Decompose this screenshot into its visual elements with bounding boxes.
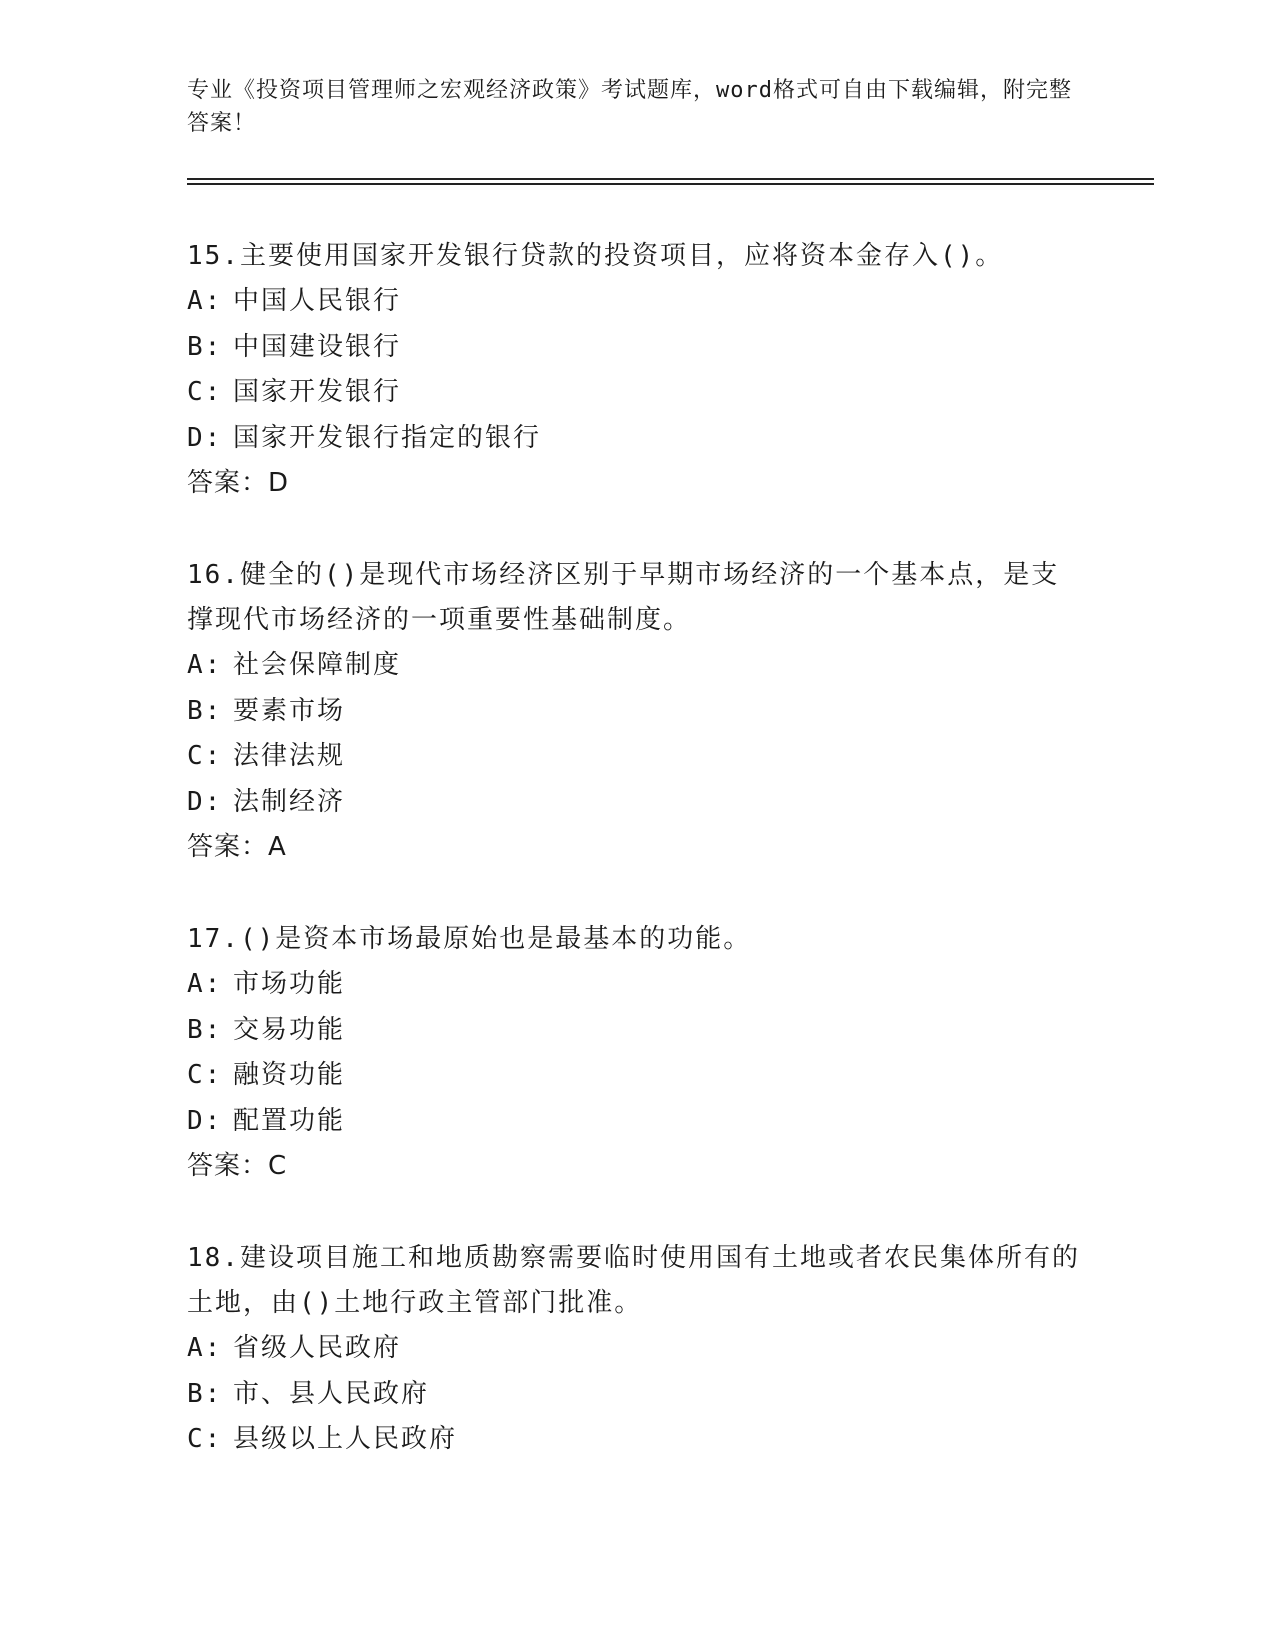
- option-text: 配置功能: [233, 1105, 346, 1136]
- option-d: [187, 780, 1087, 826]
- question-16: [187, 553, 1087, 870]
- answer-line: 答案：C: [187, 1151, 288, 1181]
- option-text: 市场功能: [233, 969, 346, 999]
- option-text: 县级以上人民政府: [233, 1424, 458, 1454]
- option-text: 省级人民政府: [233, 1333, 402, 1363]
- question-stem: 18.建设项目施工和地质勘察需要临时使用国有土地或者农民集体所有的土地，由()土地行政主管部门批准。: [187, 1243, 1080, 1318]
- answer-line: 答案：D: [187, 468, 290, 498]
- option-a: [187, 643, 1087, 689]
- option-a: [187, 962, 1087, 1008]
- option-text: 中国建设银行: [233, 331, 402, 362]
- option-c: [187, 734, 1087, 780]
- option-b: [187, 689, 1087, 735]
- option-text: 国家开发银行指定的银行: [233, 422, 542, 453]
- option-text: 市、县人民政府: [233, 1378, 430, 1409]
- option-c: [187, 1417, 1087, 1463]
- option-letter: D:: [187, 422, 223, 453]
- option-letter: B:: [187, 1014, 223, 1045]
- question-18: [187, 1236, 1087, 1463]
- option-c: [187, 1053, 1087, 1099]
- question-15: [187, 234, 1087, 506]
- answer-line: 答案：A: [187, 832, 287, 862]
- option-text: 法制经济: [233, 786, 346, 817]
- option-d: [187, 416, 1087, 462]
- option-c: [187, 370, 1087, 416]
- option-letter: A:: [187, 650, 223, 680]
- option-letter: B:: [187, 1378, 223, 1409]
- option-b: [187, 1372, 1087, 1418]
- question-stem: 15.主要使用国家开发银行贷款的投资项目，应将资本金存入()。: [187, 241, 1004, 271]
- option-text: 交易功能: [233, 1014, 346, 1045]
- option-a: [187, 279, 1087, 325]
- option-text: 国家开发银行: [233, 377, 402, 407]
- option-letter: C:: [187, 1424, 223, 1454]
- option-letter: B:: [187, 695, 223, 726]
- header-intro-text: 专业《投资项目管理师之宏观经济政策》考试题库，word格式可自由下载编辑，附完整答案！: [187, 78, 1072, 136]
- question-stem: 17.()是资本市场最原始也是最基本的功能。: [187, 924, 752, 954]
- option-letter: C:: [187, 1060, 223, 1090]
- option-d: [187, 1099, 1087, 1145]
- option-letter: A:: [187, 969, 223, 999]
- question-17: [187, 917, 1087, 1189]
- option-text: 融资功能: [233, 1060, 346, 1090]
- option-letter: A:: [187, 286, 223, 316]
- option-letter: D:: [187, 786, 223, 817]
- header-divider-top: [187, 178, 1154, 180]
- option-letter: C:: [187, 377, 223, 407]
- document-header: [187, 74, 1087, 140]
- option-b: [187, 325, 1087, 371]
- option-b: [187, 1008, 1087, 1054]
- option-letter: D:: [187, 1105, 223, 1136]
- header-divider-bottom: [187, 183, 1154, 185]
- option-text: 要素市场: [233, 695, 346, 726]
- option-text: 法律法规: [233, 741, 346, 771]
- option-letter: A:: [187, 1333, 223, 1363]
- question-stem: 16.健全的()是现代市场经济区别于早期市场经济的一个基本点，是支撑现代市场经济的一项重要性基础制度。: [187, 560, 1060, 635]
- option-letter: C:: [187, 741, 223, 771]
- option-letter: B:: [187, 331, 223, 362]
- option-text: 中国人民银行: [233, 286, 402, 316]
- option-text: 社会保障制度: [233, 650, 402, 680]
- option-a: [187, 1326, 1087, 1372]
